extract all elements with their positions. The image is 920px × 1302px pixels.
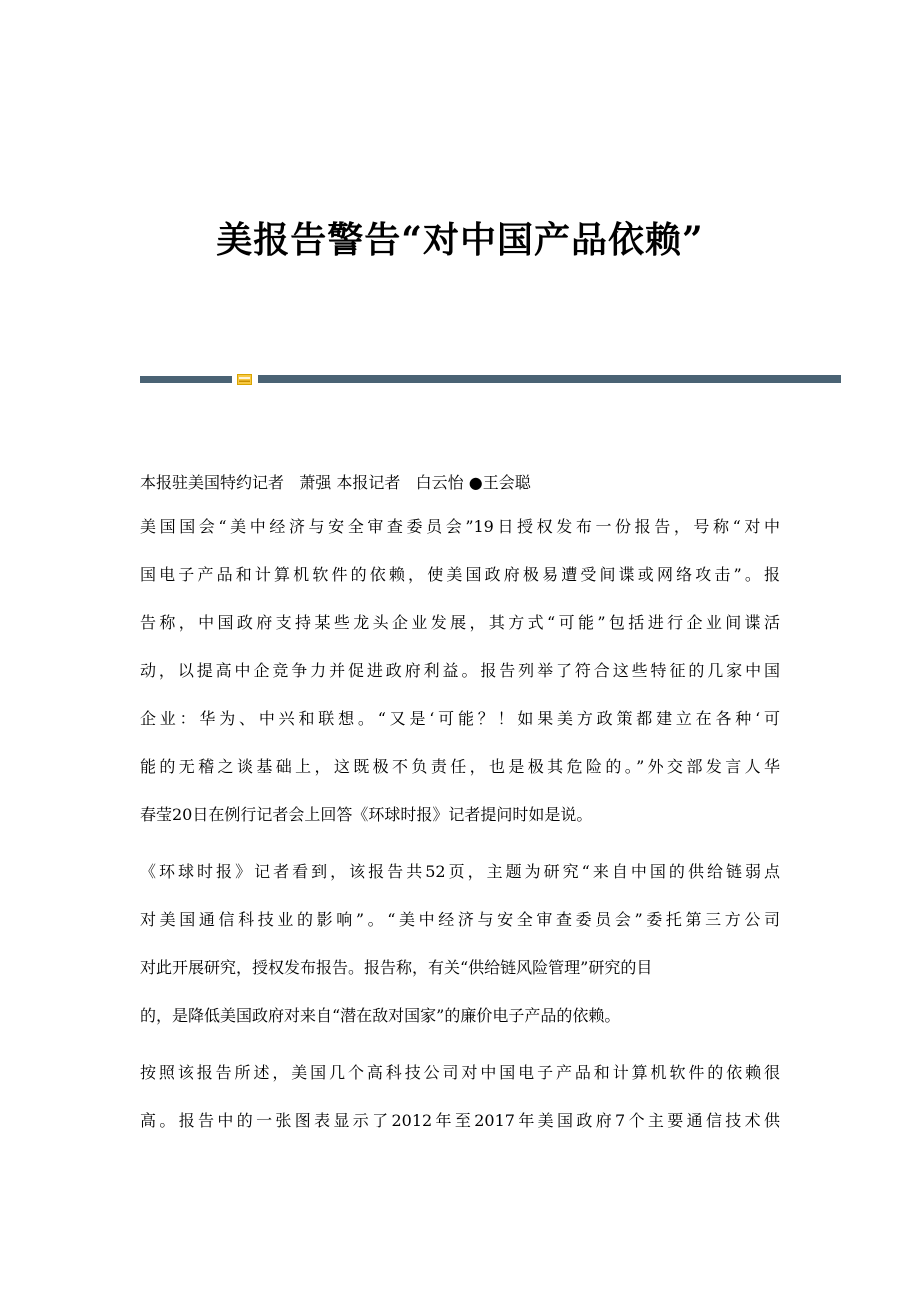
byline <box>140 470 780 496</box>
paragraph-line: 美国国会“美中经济与安全审查委员会”19日授权发布一份报告，号称“对中 <box>140 517 780 536</box>
paragraph-line: 春莹20日在例行记者会上回答《环球时报》记者提问时如是说。 <box>140 805 593 824</box>
paragraph-line: 对此开展研究，授权发布报告。报告称，有关“供给链风险管理”研究的目 <box>140 958 653 977</box>
divider-bar-left <box>140 376 232 383</box>
article-body <box>140 470 780 1165</box>
byline-name-2: 白云怡 <box>415 473 464 492</box>
byline-name-3: 王会聪 <box>482 473 531 492</box>
paragraph-line: 的，是降低美国政府对来自“潜在敌对国家”的廉价电子产品的依赖。 <box>140 1006 621 1025</box>
document-title: 美报告警告“对中国产品依赖” <box>216 219 704 261</box>
paragraph-line: 《环球时报》记者看到，该报告共52页，主题为研究“来自中国的供给链弱点 <box>140 862 780 881</box>
paragraph-2 <box>140 859 780 1051</box>
paragraph-1 <box>140 514 780 850</box>
paragraph-line: 对美国通信科技业的影响”。“美中经济与安全审查委员会”委托第三方公司 <box>140 910 780 929</box>
byline-label-special-correspondent: 本报驻美国特约记者 <box>140 473 285 492</box>
paragraph-line: 高。报告中的一张图表显示了2012年至2017年美国政府7个主要通信技术供 <box>140 1111 780 1130</box>
byline-label-staff-reporter: 本报记者 <box>336 473 401 492</box>
paragraph-3 <box>140 1060 780 1156</box>
title-divider <box>140 374 841 386</box>
highlight-marker-icon <box>237 374 252 385</box>
paragraph-line: 按照该报告所述，美国几个高科技公司对中国电子产品和计算机软件的依赖很 <box>140 1063 780 1082</box>
paragraph-line: 动，以提高中企竞争力并促进政府利益。报告列举了符合这些特征的几家中国 <box>140 661 780 680</box>
byline-bullet: ● <box>468 473 483 492</box>
paragraph-line: 告称，中国政府支持某些龙头企业发展，其方式“可能”包括进行企业间谍活 <box>140 613 780 632</box>
divider-bar-right <box>258 375 841 383</box>
byline-name-1: 萧强 <box>299 473 332 492</box>
paragraph-line: 能的无稽之谈基础上，这既极不负责任，也是极其危险的。”外交部发言人华 <box>140 757 780 776</box>
paragraph-line: 国电子产品和计算机软件的依赖，使美国政府极易遭受间谍或网络攻击”。报 <box>140 565 780 584</box>
paragraph-line: 企业：华为、中兴和联想。“又是‘可能？！如果美方政策都建立在各种‘可 <box>140 709 780 728</box>
